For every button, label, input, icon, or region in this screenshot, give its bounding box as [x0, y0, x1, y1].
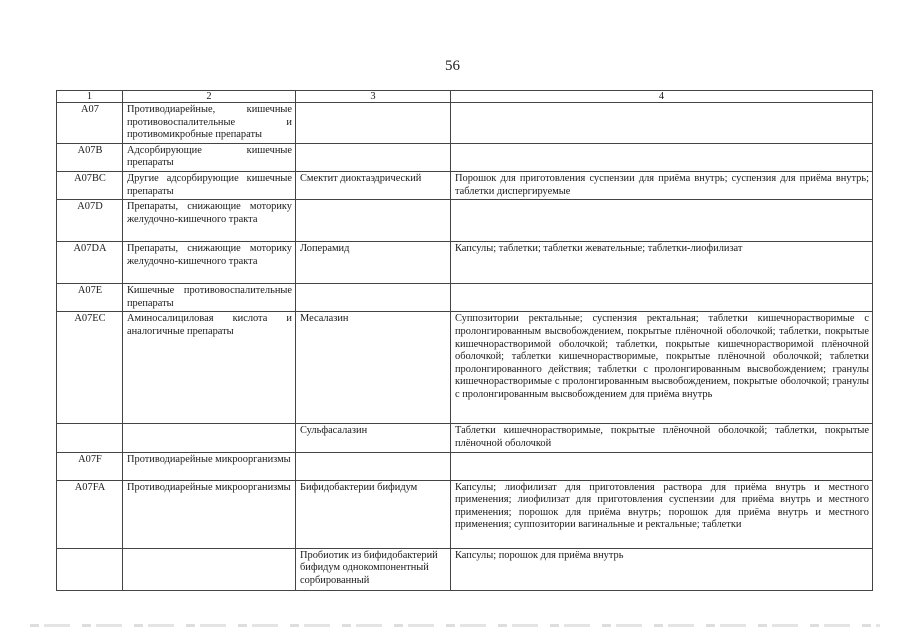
atc-code: A07DA: [57, 242, 123, 284]
atc-code: A07E: [57, 284, 123, 312]
atc-code: A07B: [57, 143, 123, 171]
atc-group: Противодиарейные микроорганизмы: [123, 452, 296, 480]
atc-group: [123, 548, 296, 590]
dosage-forms: [451, 103, 873, 144]
atc-code: [57, 424, 123, 452]
table-row: [57, 548, 873, 590]
substance: Лоперамид: [296, 242, 451, 284]
atc-code: A07BC: [57, 171, 123, 199]
atc-group: Другие адсорбирующие кишечные препараты: [123, 171, 296, 199]
table-row: [57, 200, 873, 242]
table-row: [57, 452, 873, 480]
substance: [296, 143, 451, 171]
table-row: [57, 284, 873, 312]
header-col-2: 2: [123, 91, 296, 103]
atc-code: A07F: [57, 452, 123, 480]
atc-group: Противодиарейные микроорганизмы: [123, 480, 296, 548]
dosage-forms: [451, 452, 873, 480]
table-row: [57, 103, 873, 144]
substance: [296, 452, 451, 480]
atc-group: Препараты, снижающие моторику желудочно-кишечного тракта: [123, 200, 296, 242]
atc-group: Адсорбирующие кишечные препараты: [123, 143, 296, 171]
dosage-forms: [451, 200, 873, 242]
table-row: [57, 424, 873, 452]
header-col-4: 4: [451, 91, 873, 103]
substance: [296, 200, 451, 242]
header-col-3: 3: [296, 91, 451, 103]
dosage-forms: Капсулы; порошок для приёма внутрь: [451, 548, 873, 590]
page-number: 56: [445, 58, 460, 74]
atc-code: [57, 548, 123, 590]
dosage-forms: Порошок для приготовления суспензии для приёма внутрь; суспензия для приёма внутрь; таблетки диспергируемые: [451, 171, 873, 199]
scan-artifact-line: [30, 624, 880, 627]
atc-group: Кишечные противовоспалительные препараты: [123, 284, 296, 312]
dosage-forms: Таблетки кишечнорастворимые, покрытые плёночной оболочкой; таблетки, покрытые плёночной оболочкой: [451, 424, 873, 452]
medicines-table: [56, 90, 873, 591]
table-row: [57, 171, 873, 199]
atc-group: Аминосалициловая кислота и аналогичные препараты: [123, 312, 296, 424]
atc-code: A07D: [57, 200, 123, 242]
atc-code: A07: [57, 103, 123, 144]
dosage-forms: Капсулы; таблетки; таблетки жевательные; таблетки-лиофилизат: [451, 242, 873, 284]
substance: Месалазин: [296, 312, 451, 424]
dosage-forms: [451, 143, 873, 171]
dosage-forms: [451, 284, 873, 312]
table-row: [57, 242, 873, 284]
atc-group: Противодиарейные, кишечные противовоспалительные и противомикробные препараты: [123, 103, 296, 144]
table-header-row: [57, 91, 873, 103]
table-row: [57, 143, 873, 171]
substance: Смектит диоктаэдрический: [296, 171, 451, 199]
atc-group: Препараты, снижающие моторику желудочно-кишечного тракта: [123, 242, 296, 284]
table-row: [57, 480, 873, 548]
atc-group: [123, 424, 296, 452]
substance: Бифидобактерии бифидум: [296, 480, 451, 548]
atc-code: A07EC: [57, 312, 123, 424]
header-col-1: 1: [57, 91, 123, 103]
substance: Сульфасалазин: [296, 424, 451, 452]
dosage-forms: Суппозитории ректальные; суспензия ректальная; таблетки кишечнорастворимые с пролонгированным высвобождением, покрытые плёночной оболочкой; таблетки, покрытые кишечнорастворимой оболочкой; таблетки, покрытые кишечнорастворимой плёночной оболочкой; таблетки кишечнорастворимые, покрытые плёночной оболочкой; таблетки пролонгированного действия; таблетки с пролонгированным высвобождением; гранулы кишечнорастворимые с пролонгированным высвобождением, покрытые оболочкой; гранулы с пролонгированным высвобождением для приёма внутрь: [451, 312, 873, 424]
substance: [296, 284, 451, 312]
dosage-forms: Капсулы; лиофилизат для приготовления раствора для приёма внутрь и местного применения; лиофилизат для приготовления суспензии для приёма внутрь и местного применения; порошок для приёма внутрь; порошок для приёма внутрь и местного применения; суппозитории вагинальные и ректальные; таблетки: [451, 480, 873, 548]
atc-code: A07FA: [57, 480, 123, 548]
substance: [296, 103, 451, 144]
table-row: [57, 312, 873, 424]
substance: Пробиотик из бифидобактерий бифидум однокомпонентный сорбированный: [296, 548, 451, 590]
